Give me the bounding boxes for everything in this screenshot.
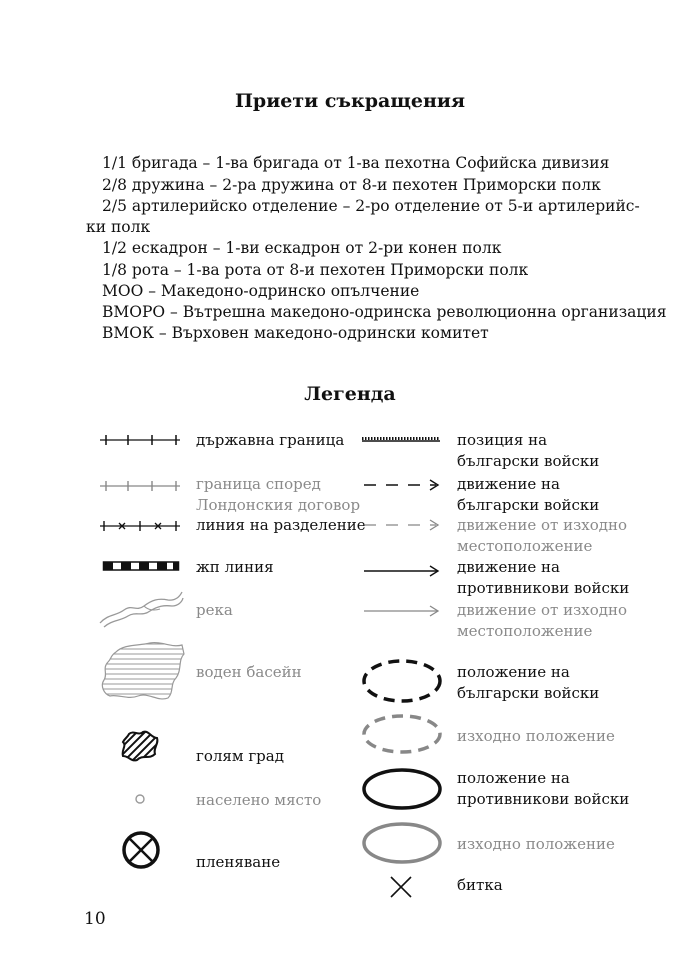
legend-label-division-line: линия на разделение [196, 516, 366, 534]
legend-label-enemy-location-2: противникови войски [457, 790, 630, 808]
initial-movement-dashed-icon [362, 518, 442, 532]
initial-location-solid-ellipse-icon [360, 820, 444, 866]
water-basin-icon [98, 640, 186, 702]
legend-label-london-border-2: Лондонския договор [196, 496, 361, 514]
abbreviation-line: 2/5 артилерийско отделение – 2-ро отделение от 5-и артилерийс- [102, 197, 640, 215]
legend-label-bulgarian-location-2: български войски [457, 684, 600, 702]
legend-label-bulgarian-position-1: позиция на [457, 431, 548, 449]
bulgarian-position-icon [362, 434, 440, 444]
state-border-icon [100, 432, 180, 448]
legend-label-water-basin: воден басейн [196, 663, 302, 681]
abbreviation-line: ВМОК – Върховен македоно-одрински комитет [102, 324, 489, 342]
abbreviation-line: ВМОРО – Вътрешна македоно-одринска революционна организация [102, 303, 667, 321]
legend-label-enemy-location-1: положение на [457, 769, 570, 787]
legend-label-initial-location-solid: изходно положение [457, 835, 615, 853]
abbreviation-line: 1/2 ескадрон – 1-ви ескадрон от 2-ри конен полк [102, 239, 502, 257]
initial-movement-solid-icon [362, 604, 442, 618]
legend-label-bulgarian-movement-2: български войски [457, 496, 600, 514]
abbreviations-title: Приети съкращения [234, 90, 466, 112]
legend-label-battle: битка [457, 876, 503, 894]
initial-location-dashed-ellipse-icon [360, 712, 444, 756]
page-number: 10 [84, 909, 106, 929]
legend-label-railway: жп линия [196, 558, 274, 576]
enemy-movement-icon [362, 564, 442, 578]
legend-label-large-city: голям град [196, 747, 284, 765]
river-icon [98, 590, 184, 630]
settlement-icon [134, 793, 146, 805]
abbreviation-line-continuation: ки полк [86, 218, 151, 236]
battle-icon [388, 874, 414, 900]
legend-label-settlement: населено място [196, 791, 322, 809]
large-city-icon [121, 730, 159, 762]
railway-icon [103, 560, 179, 572]
legend-label-initial-movement-dashed-1: движение от изходно [457, 516, 628, 534]
legend-label-capture: пленяване [196, 853, 281, 871]
legend-label-enemy-movement-2: противникови войски [457, 579, 630, 597]
division-line-icon [100, 518, 180, 534]
legend-label-london-border-1: граница според [196, 475, 321, 493]
legend-label-bulgarian-location-1: положение на [457, 663, 570, 681]
legend-label-bulgarian-movement-1: движение на [457, 475, 560, 493]
abbreviation-line: 1/8 рота – 1-ва рота от 8-и пехотен Приморски полк [102, 261, 529, 279]
legend-label-bulgarian-position-2: български войски [457, 452, 600, 470]
legend-label-state-border: държавна граница [196, 431, 345, 449]
legend-label-initial-movement-dashed-2: местоположение [457, 537, 593, 555]
bulgarian-movement-icon [362, 478, 442, 492]
legend-label-enemy-movement-1: движение на [457, 558, 560, 576]
abbreviation-line: 2/8 дружина – 2-ра дружина от 8-и пехотен Приморски полк [102, 176, 601, 194]
legend-label-initial-movement-solid-2: местоположение [457, 622, 593, 640]
legend-label-river: река [196, 601, 233, 619]
london-treaty-border-icon [100, 478, 180, 494]
legend-label-initial-movement-solid-1: движение от изходно [457, 601, 628, 619]
abbreviation-line: 1/1 бригада – 1-ва бригада от 1-ва пехотна Софийска дивизия [102, 154, 610, 172]
legend-title: Легенда [304, 383, 396, 405]
abbreviation-line: МОО – Македоно-одринско опълчение [102, 282, 420, 300]
enemy-location-ellipse-icon [360, 766, 444, 812]
capture-icon [121, 830, 161, 870]
bulgarian-location-ellipse-icon [360, 656, 444, 706]
legend-label-initial-location-dashed: изходно положение [457, 727, 615, 745]
